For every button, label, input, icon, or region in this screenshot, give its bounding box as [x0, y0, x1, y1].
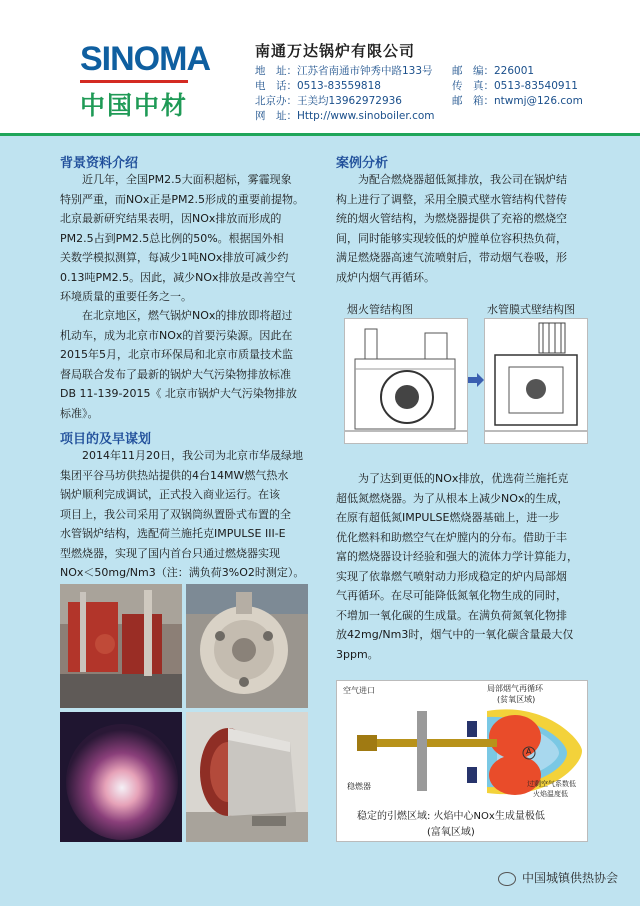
background-paragraph-1: 近几年，全国PM2.5大面积超标，雾霾现象 特别严重，而NOx正是PM2.5形成的重要前提物。 北京最新研究结果表明，因NOx排放而形成的 PM2.5占到PM2.5总比例的50%。根据国外相 关数学模拟测算，每减少1吨NOx排放可减少约 0.13吨PM2.5。因此，减少NOx排放是改善空气 环境质量的重要任务之一。	[60, 173, 305, 303]
contact-value: 0513-83540911	[494, 80, 578, 92]
header-divider	[0, 133, 640, 136]
point-a-label: A	[526, 747, 532, 756]
background-paragraph-2: 在北京地区，燃气锅炉NOx的排放即将超过 机动车，成为北京市NOx的首要污染源。因此在 2015年5月，北京市环保局和北京市质量技术监 督局联合发布了最新的锅炉大气污染物排放标准 DB 11-139-2015《 北京市锅炉大气污染物排放 标准》。	[60, 309, 297, 420]
contact-label: 北京办：	[255, 95, 297, 107]
air-inlet-label: 空气进口	[343, 686, 375, 695]
burner-unit-photo	[186, 712, 308, 842]
water-tube-diagram-label: 水管膜式壁结构图	[487, 303, 575, 316]
low-flame-temp-label: 火焰温度低	[533, 790, 568, 798]
fire-tube-diagram-label: 烟火管结构图	[347, 303, 413, 316]
stabilizer-label: 稳燃器	[347, 782, 371, 791]
logo-divider	[80, 80, 188, 83]
contact-row	[255, 109, 435, 124]
sinoma-logo: SINOMA	[80, 40, 210, 78]
boiler-room-photo	[60, 584, 182, 708]
excess-air-label: 过剩空气系数低	[527, 780, 576, 788]
wechat-icon	[498, 872, 516, 886]
section-title-case: 案例分析	[336, 156, 389, 171]
website-link[interactable]: Http://www.sinoboiler.com	[297, 110, 435, 122]
section-title-planning: 项目的及早谋划	[60, 432, 152, 447]
contact-value: 王美均13962972936	[297, 95, 402, 107]
contact-label: 传 真：	[452, 80, 494, 92]
flame-caption-sub: (富氧区域)	[427, 827, 475, 838]
contact-value: ntwmj@126.com	[494, 95, 583, 107]
case-paragraph-2: 为了达到更低的NOx排放，优选荷兰施托克 超低氮燃烧器。为了从根本上减少NOx的生成， 在原有超低氮IMPULSE燃烧器基础上，进一步 优化燃料和助燃空气在炉膛内的分布。借助于丰 富的燃烧器设计经验和强大的流体力学计算能力， 实现了依靠燃气喷射动力形成稳定的炉内局部烟 气再循环。在尽可能降低氮氧化物生成的同时， 不增加一氧化碳的生成量。在满负荷氮氧化物排 放42mg/Nm3时，烟气中的一氧化碳含量最大仅 3ppm。	[336, 472, 578, 661]
water-tube-diagram	[484, 318, 588, 444]
lean-oxygen-label: (贫氧区域)	[497, 695, 536, 704]
contact-row	[255, 79, 381, 94]
contact-label: 地 址：	[255, 65, 297, 77]
contact-row	[255, 64, 433, 79]
contact-row	[452, 79, 578, 94]
arrow-right-icon	[468, 372, 484, 388]
section-title-background: 背景资料介绍	[60, 156, 139, 171]
contact-value: 江苏省南通市钟秀中路133号	[297, 65, 433, 77]
contact-label: 邮 编：	[452, 65, 494, 77]
contact-row	[452, 64, 534, 79]
sinoma-logo-chinese: 中国中材	[80, 91, 189, 120]
flame-caption: 稳定的引燃区域: 火焰中心NOx生成量极低	[357, 811, 545, 822]
flame-distribution-diagram	[336, 680, 588, 842]
contact-label: 邮 箱：	[452, 95, 494, 107]
contact-row	[452, 94, 583, 109]
contact-value: 0513-83559818	[297, 80, 381, 92]
case-paragraph-1: 为配合燃烧器超低氮排放，我公司在锅炉结 构上进行了调整，采用全膜式壁水管结构代替传 统的烟火管结构，为燃烧器提供了充裕的燃烧空 间，同时能够实现较低的炉膛单位容积热负荷， 满足燃烧器高速气流喷射后，带动烟气卷吸，形 成炉内烟气再循环。	[336, 173, 567, 284]
company-name: 南通万达锅炉有限公司	[255, 42, 416, 60]
contact-row	[255, 94, 402, 109]
planning-paragraph: 2014年11月20日，我公司为北京市华晟绿地 集团平谷马坊供热站提供的4台14MW燃气热水 锅炉顺利完成调试，正式投入商业运行。在该 项目上，我公司采用了双锅筒纵置卧式布置的全 水管锅炉结构，选配荷兰施托克IMPULSE III-E 型燃烧器，实现了国内首台只通过燃烧器实现 NOx＜50mg/Nm3（注：满负荷3%O2时测定）。	[60, 449, 305, 579]
recirculation-label: 局部烟气再循环	[487, 684, 543, 693]
burner-head-photo	[186, 584, 308, 708]
letterhead	[0, 0, 640, 135]
contact-label: 网 址：	[255, 110, 297, 122]
contact-label: 电 话：	[255, 80, 297, 92]
footer-watermark: 中国城镇供热协会	[498, 869, 618, 886]
flame-photo	[60, 712, 182, 842]
fire-tube-diagram	[344, 318, 468, 444]
contact-value: 226001	[494, 65, 535, 77]
